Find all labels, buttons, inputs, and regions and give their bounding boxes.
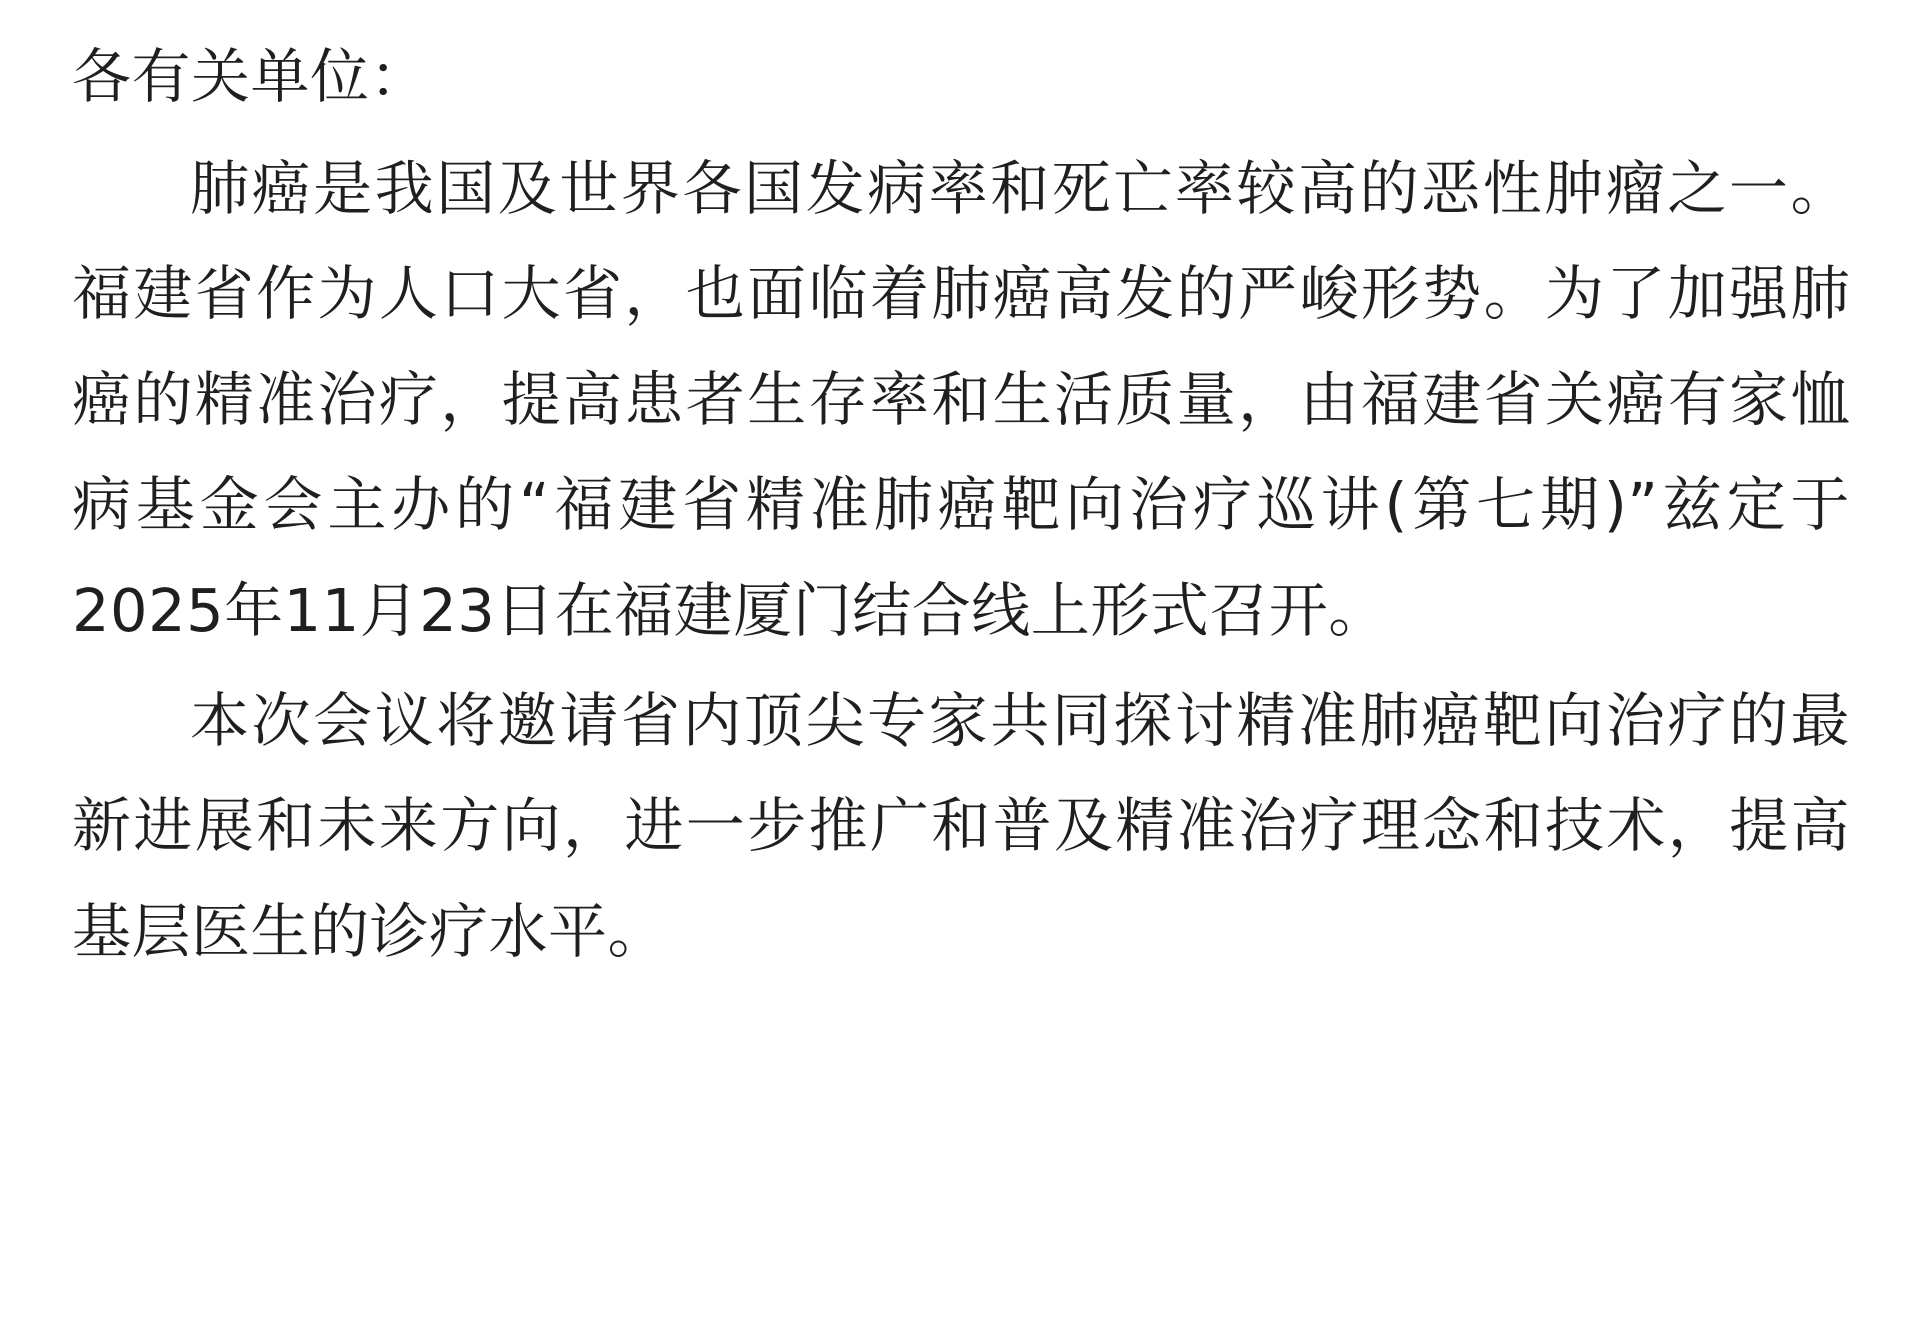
document-body — [72, 24, 1850, 984]
salutation-line: 各有关单位： — [72, 42, 430, 111]
paragraph-2: 本次会议将邀请省内顶尖专家共同探讨精准肺癌靶向治疗的最新进展和未来方向，进一步推广和普及精准治疗理念和技术，提高基层医生的诊疗水平。 — [72, 685, 1850, 966]
paragraph-1: 肺癌是我国及世界各国发病率和死亡率较高的恶性肿瘤之一。福建省作为人口大省，也面临着肺癌高发的严峻形势。为了加强肺癌的精准治疗，提高患者生存率和生活质量，由福建省关癌有家恤病基金会主办的“福建省精准肺癌靶向治疗巡讲(第七期)”兹定于2025年11月23日在福建厦门结合线上形式召开。 — [72, 153, 1850, 646]
